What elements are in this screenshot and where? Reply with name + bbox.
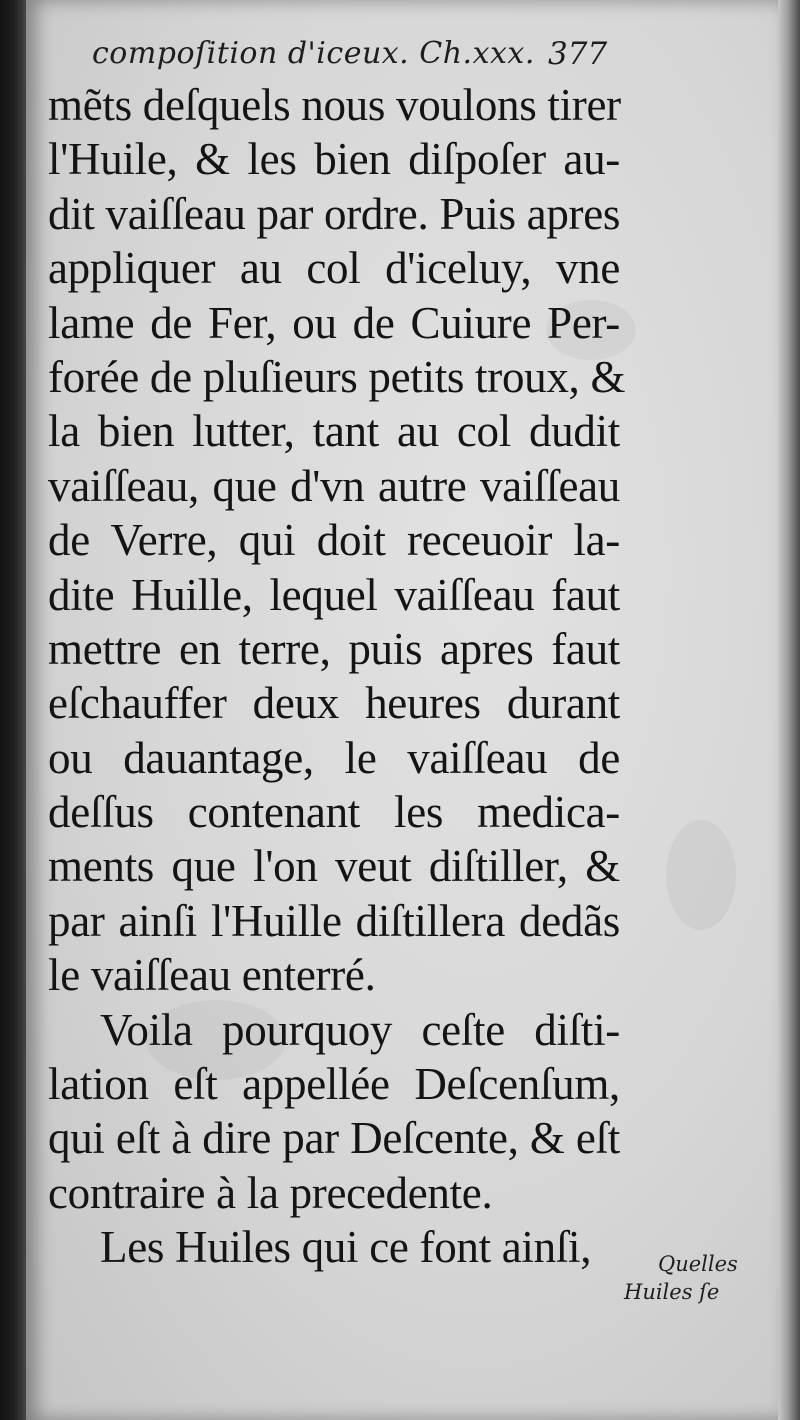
- text-line: qui eſt à dire par Deſcente, & eſt: [48, 1113, 620, 1164]
- text-line: appliquer au col d'iceluy, vne: [48, 243, 620, 294]
- page-number: 377: [548, 36, 608, 72]
- text-line: mettre en terre, puis apres faut: [48, 623, 620, 674]
- text-line: contraire à la precedente.: [48, 1167, 493, 1218]
- text-line: la bien lutter, tant au col dudit: [48, 406, 620, 457]
- paper-stain: [666, 820, 736, 930]
- text-line: par ainſi l'Huille diſtillera dedãs: [48, 895, 620, 946]
- text-line: de Verre, qui doit receuoir la-: [48, 515, 620, 566]
- text-line: lation eſt appellée Deſcenſum,: [48, 1059, 620, 1110]
- text-line: vaiſſeau, que d'vn autre vaiſſeau: [48, 460, 620, 511]
- text-line: l'Huile, & les bien diſpoſer au-: [48, 134, 620, 185]
- text-line: Voila pourquoy ceſte diſti-: [100, 1004, 620, 1055]
- page-edge: [778, 0, 800, 1420]
- marginal-note: [624, 1250, 754, 1306]
- text-line: dite Huille, lequel vaiſſeau faut: [48, 569, 620, 620]
- body-text: [48, 78, 626, 1275]
- text-line: mẽts deſquels nous voulons tirer: [48, 80, 621, 130]
- text-line: dit vaiſſeau par ordre. Puis apres: [48, 188, 621, 239]
- text-line: ments que l'on veut diſtiller, &: [48, 841, 620, 892]
- text-line: eſchauffer deux heures durant: [48, 678, 620, 729]
- text-line: Les Huiles qui ce font ainſi,: [100, 1222, 592, 1273]
- text-line: ou dauantage, le vaiſſeau de: [48, 732, 620, 783]
- marginal-note-line: Quelles: [658, 1252, 738, 1276]
- text-line: deſſus contenant les medica-: [48, 787, 620, 838]
- text-line: lame de Fer, ou de Cuiure Per-: [48, 297, 620, 348]
- marginal-note-line: Huiles ſe: [624, 1280, 720, 1304]
- text-line: forée de pluſieurs petits troux, &: [48, 351, 626, 402]
- running-title: compoſition d'iceux. Ch.xxx.: [92, 36, 535, 71]
- text-line: le vaiſſeau enterré.: [48, 950, 376, 1001]
